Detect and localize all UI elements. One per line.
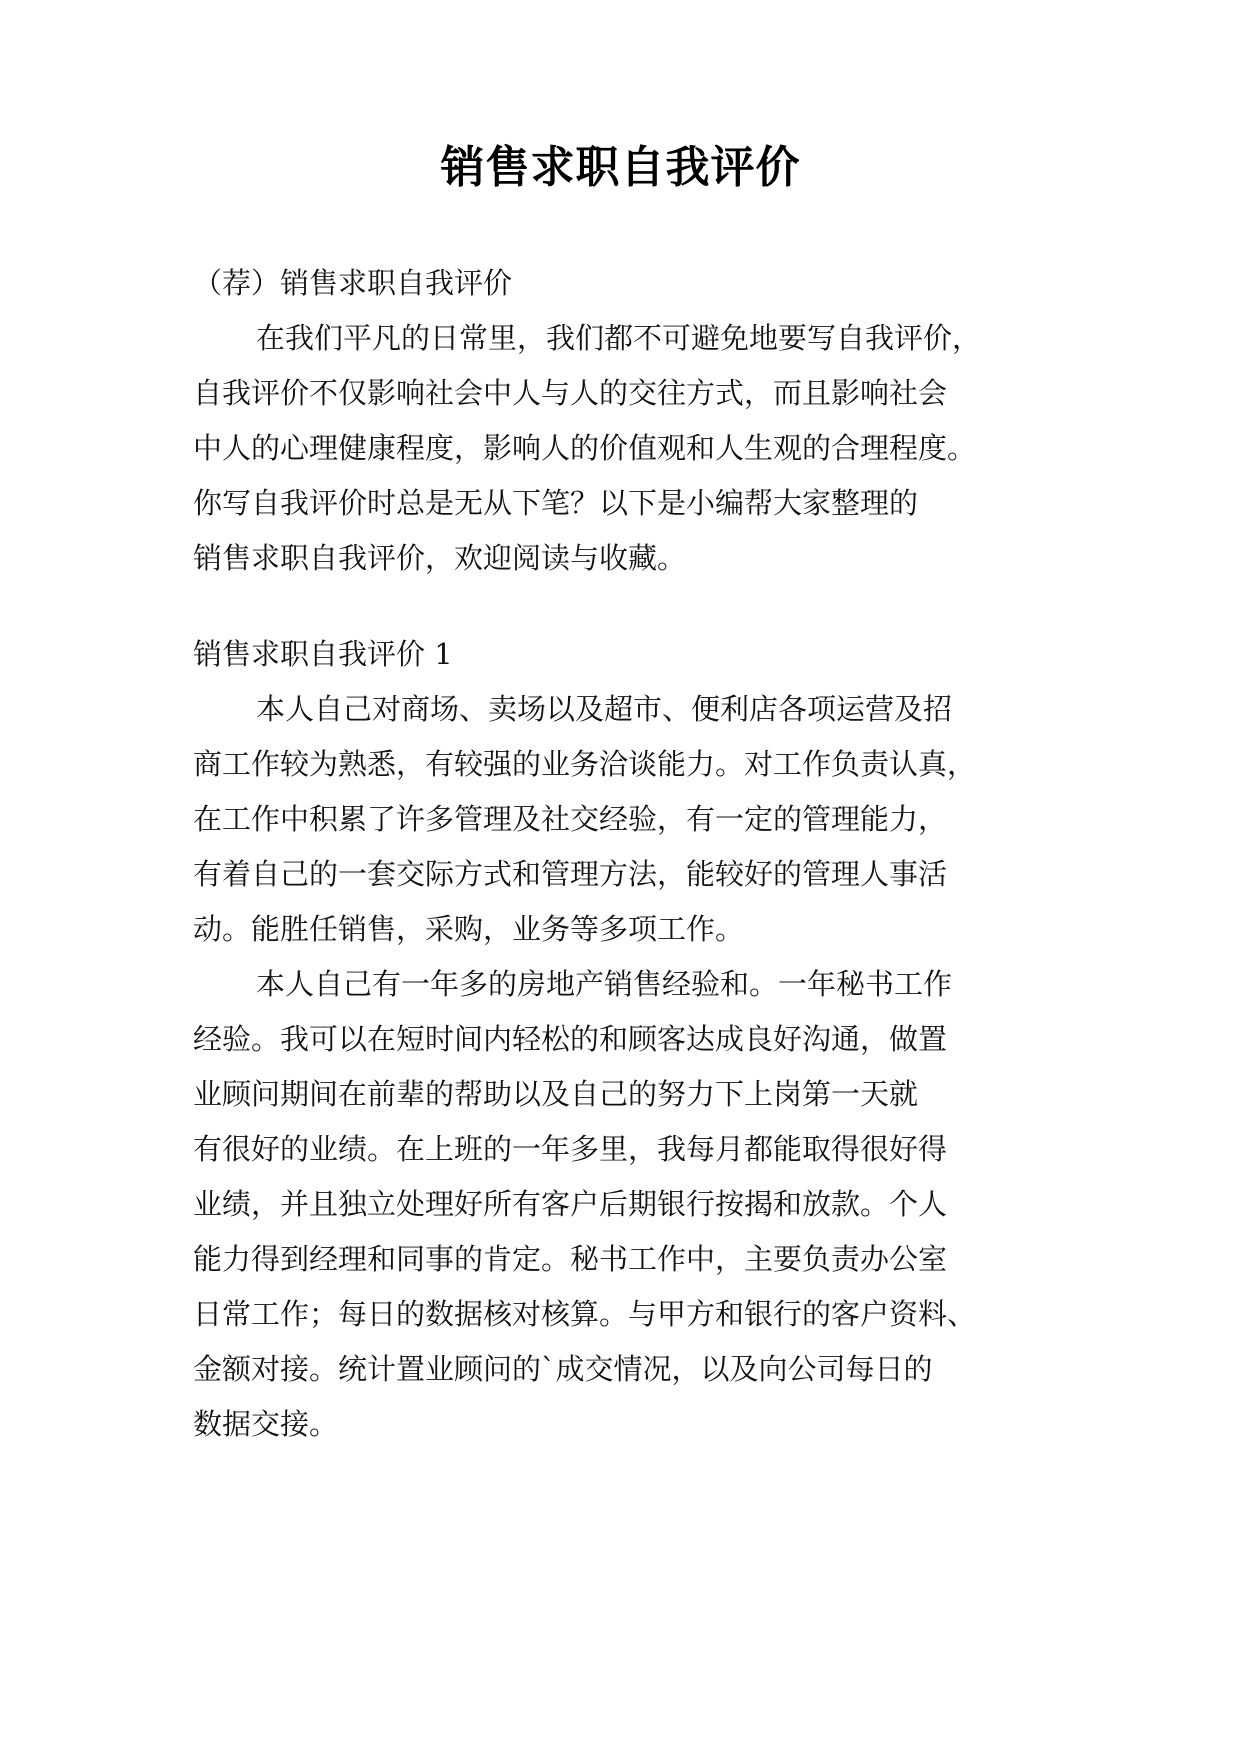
paragraph-line: 本人自己对商场、卖场以及超市、便利店各项运营及招 xyxy=(256,692,953,726)
paragraph-line: 业顾问期间在前辈的帮助以及自己的努力下上岗第一天就 xyxy=(193,1077,919,1111)
paragraph-line: 经验。我可以在短时间内轻松的和顾客达成良好沟通，做置 xyxy=(193,1022,948,1056)
intro-line: 销售求职自我评价，欢迎阅读与收藏。 xyxy=(193,541,687,575)
paragraph-line: 在工作中积累了许多管理及社交经验，有一定的管理能力， xyxy=(193,802,948,836)
paragraph-line: 动。能胜任销售，采购，业务等多项工作。 xyxy=(193,912,745,946)
paragraph-line: 业绩，并且独立处理好所有客户后期银行按揭和放款。个人 xyxy=(193,1187,948,1221)
paragraph-line: 有着自己的一套交际方式和管理方法，能较好的管理人事活 xyxy=(193,857,948,891)
paragraph-line: 金额对接。统计置业顾问的`成交情况，以及向公司每日的 xyxy=(193,1352,933,1386)
intro-heading: （荐）销售求职自我评价 xyxy=(193,266,513,300)
document-title: 销售求职自我评价 xyxy=(440,142,801,193)
paragraph-line: 日常工作；每日的数据核对核算。与甲方和银行的客户资料、 xyxy=(193,1297,977,1331)
section-heading: 销售求职自我评价 1 xyxy=(193,637,453,671)
intro-line: 自我评价不仅影响社会中人与人的交往方式，而且影响社会 xyxy=(193,376,948,410)
intro-line: 中人的心理健康程度，影响人的价值观和人生观的合理程度。 xyxy=(193,431,977,465)
paragraph-line: 有很好的业绩。在上班的一年多里，我每月都能取得很好得 xyxy=(193,1132,948,1166)
paragraph-line: 能力得到经理和同事的肯定。秘书工作中，主要负责办公室 xyxy=(193,1242,948,1276)
paragraph-line: 本人自己有一年多的房地产销售经验和。一年秘书工作 xyxy=(256,967,953,1001)
paragraph-line: 数据交接。 xyxy=(193,1407,339,1441)
paragraph-line: 商工作较为熟悉，有较强的业务洽谈能力。对工作负责认真， xyxy=(193,747,977,781)
intro-line: 在我们平凡的日常里，我们都不可避免地要写自我评价， xyxy=(256,321,982,355)
intro-line: 你写自我评价时总是无从下笔？以下是小编帮大家整理的 xyxy=(193,486,919,520)
